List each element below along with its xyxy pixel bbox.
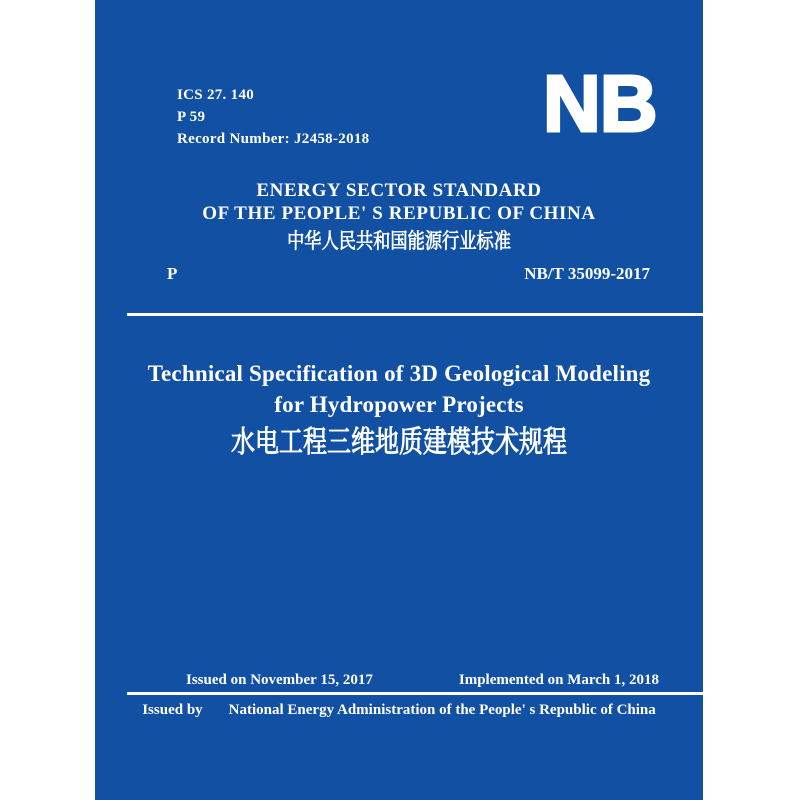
implemented-date: Implemented on March 1, 2018 (458, 672, 659, 688)
title-block (95, 358, 703, 460)
issuer-row (95, 702, 703, 719)
dates-row (186, 672, 659, 689)
header-line-1: ENERGY SECTOR STANDARD (256, 180, 542, 201)
nb-logo: NB (543, 59, 657, 148)
standard-header (95, 179, 703, 254)
blue-cover (95, 0, 703, 800)
issued-by-value: National Energy Administration of the People' s Republic of China (228, 702, 656, 718)
issued-by-label: Issued by (142, 702, 203, 718)
classification-code: P 59 (177, 109, 206, 125)
title-chinese: 水电工程三维地质建模技术规程 (231, 426, 567, 459)
header-line-2: OF THE PEOPLE' S REPUBLIC OF CHINA (202, 203, 596, 224)
header-line-chinese: 中华人民共和国能源行业标准 (287, 230, 511, 253)
code-row (167, 264, 650, 284)
title-english-line-2: for Hydropower Projects (274, 392, 524, 417)
classification-letter: P (167, 264, 178, 283)
title-english-line-1: Technical Specification of 3D Geological Modeling (147, 361, 651, 386)
standard-number: NB/T 35099-2017 (524, 264, 650, 283)
ics-code: ICS 27. 140 (177, 87, 255, 103)
classification-block (177, 84, 369, 150)
record-number: Record Number: J2458-2018 (177, 131, 370, 147)
issued-date: Issued on November 15, 2017 (186, 672, 373, 688)
bottom-divider-line (127, 692, 703, 695)
top-divider-line (127, 313, 703, 316)
